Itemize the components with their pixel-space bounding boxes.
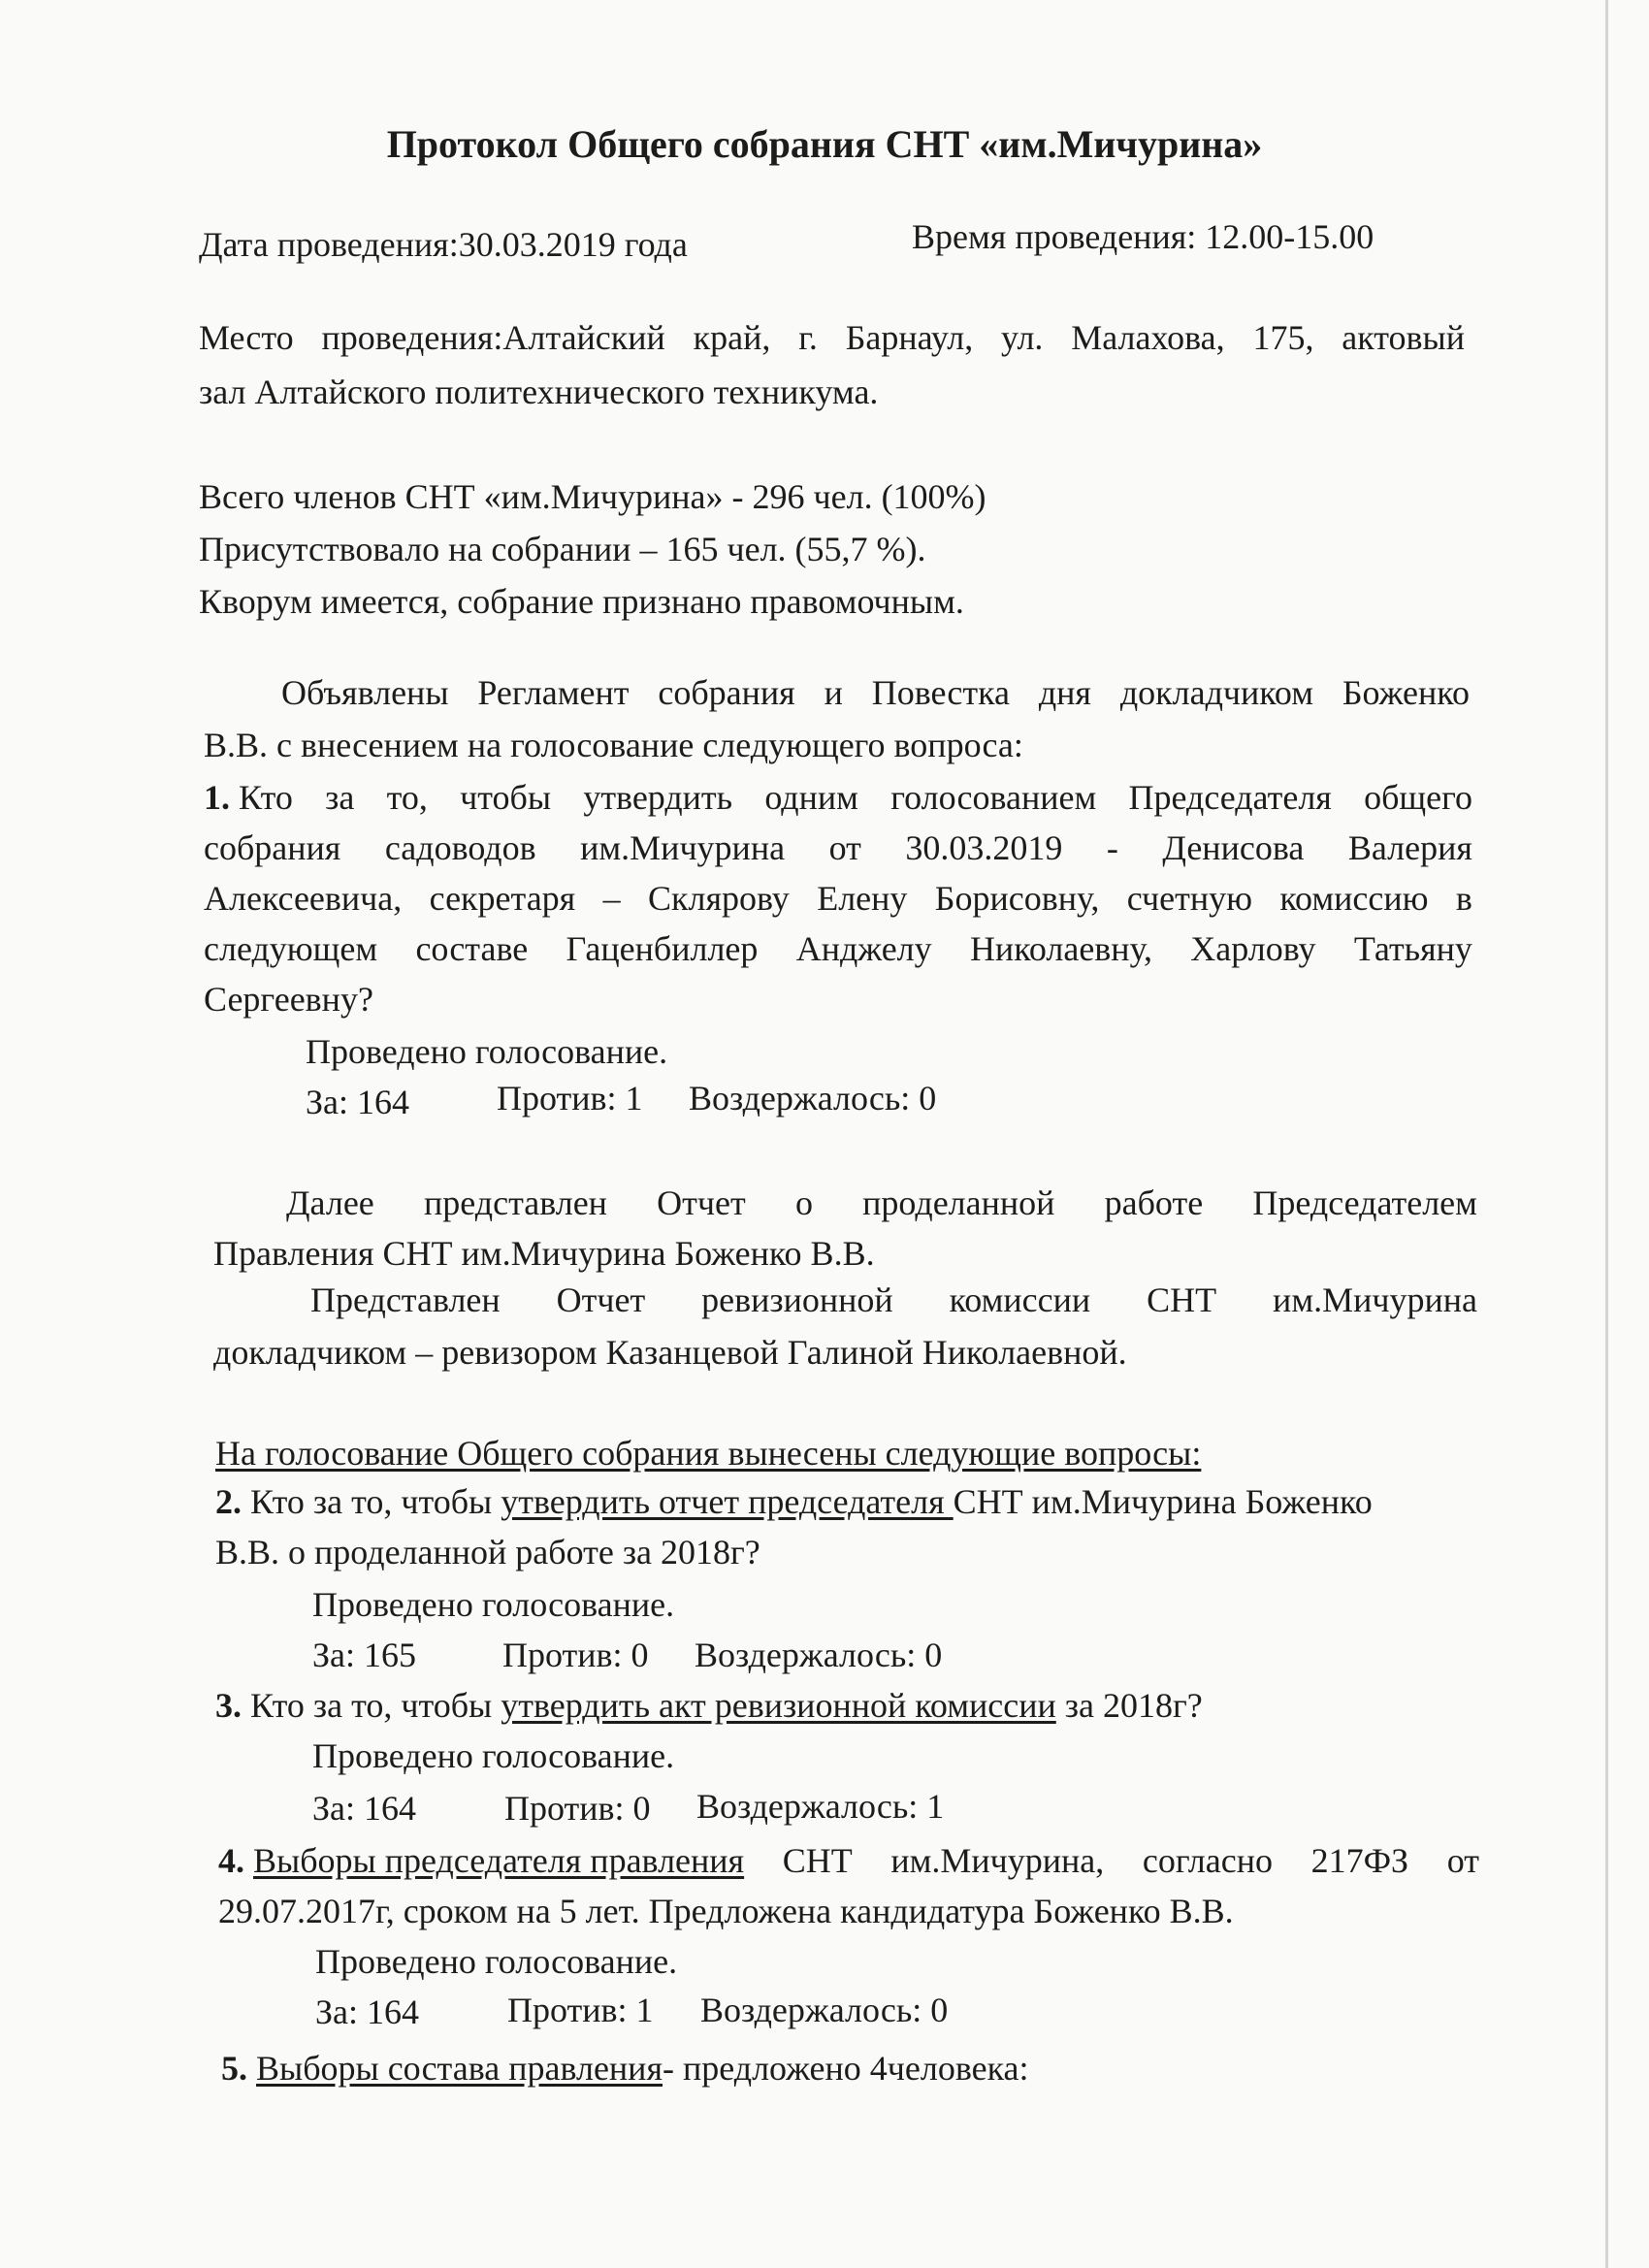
members-present: Присутствовало на собрании – 165 чел. (55,7 %). [199, 530, 926, 568]
q1-first-word [204, 776, 293, 819]
q5-number: 5. [221, 2049, 247, 2088]
word: край, [693, 318, 771, 357]
word: Объявлены [281, 673, 449, 712]
word: Алексеевича, [204, 879, 403, 918]
word: собрания [658, 673, 795, 712]
word: общего [1364, 778, 1472, 817]
word: комиссию [1279, 879, 1429, 918]
document-title: Протокол Общего собрания СНТ «им.Мичурина» [386, 122, 1263, 166]
word: им.Мичурина [1273, 1280, 1477, 1319]
word: комиссии [949, 1280, 1091, 1319]
report-line2: Правления СНТ им.Мичурина Боженко В.В. [213, 1234, 875, 1273]
q3-votes-against: Против: 0 [504, 1789, 651, 1828]
meeting-place-line1 [199, 316, 1465, 359]
q2-line2: В.В. о проделанной работе за 2018г? [215, 1533, 760, 1571]
word: дня [1038, 673, 1091, 712]
q1-line3 [204, 877, 1472, 920]
q2-underlined: утвердить отчет председателя [501, 1482, 954, 1521]
q2-votes-against: Против: 0 [502, 1636, 649, 1674]
q5-underlined: Выборы состава правления [256, 2049, 663, 2088]
word: Председателя [1128, 778, 1332, 817]
word: представлен [424, 1183, 607, 1222]
word: актовый [1342, 318, 1465, 357]
q3-pre: Кто за то, чтобы [242, 1686, 501, 1725]
q5-line1 [221, 2047, 1029, 2090]
word: в [1455, 879, 1472, 918]
q1-votes-abstain: Воздержалось: 0 [689, 1079, 937, 1118]
word: то, [386, 778, 428, 817]
word: Харлову [1190, 929, 1316, 968]
word: Николаевну, [969, 929, 1152, 968]
word: работе [1104, 1183, 1204, 1222]
q3-votes-for: За: 164 [312, 1789, 417, 1828]
q4-number: 4. [218, 1841, 244, 1880]
audit-line2: докладчиком – ревизором Казанцевой Галиной Николаевной. [213, 1333, 1127, 1372]
q4-votes-for: За: 164 [315, 1993, 420, 2031]
q1-number: 1. [204, 778, 230, 817]
word: за [325, 778, 355, 817]
word: Представлен [310, 1280, 501, 1319]
word: Кто [230, 778, 293, 817]
q2-line1 [215, 1480, 1373, 1523]
word: им.Мичурина, [890, 1841, 1105, 1880]
word: докладчиком [1119, 673, 1314, 712]
word: утвердить [583, 778, 733, 817]
word: Председателем [1252, 1183, 1477, 1222]
word: 217ФЗ [1310, 1841, 1409, 1880]
q4-line1 [218, 1839, 1479, 1882]
word: одним [764, 778, 858, 817]
word: проделанной [862, 1183, 1055, 1222]
q2-votes-for: За: 165 [312, 1636, 417, 1674]
word: Боженко [1342, 673, 1470, 712]
word: Елену [817, 879, 908, 918]
word: ревизионной [701, 1280, 893, 1319]
word: Гаценбиллер [566, 929, 759, 968]
word: Место [199, 318, 294, 357]
audit-line1 [310, 1279, 1477, 1321]
word: СНТ [1147, 1280, 1217, 1319]
word: им.Мичурина [580, 828, 786, 867]
word: Повестка [871, 673, 1010, 712]
word: Борисовну, [934, 879, 1100, 918]
report-line1 [286, 1182, 1477, 1224]
word: Отчет [556, 1280, 646, 1319]
word: Отчет [657, 1183, 746, 1222]
word: Склярову [648, 879, 790, 918]
scan-edge-shadow [1605, 0, 1608, 2268]
word: о [794, 1183, 813, 1222]
intro-line2: В.В. с внесением на голосование следующего вопроса: [204, 726, 1023, 764]
word: г. [798, 318, 818, 357]
q2-votes-abstain: Воздержалось: 0 [695, 1636, 943, 1674]
word: СНТ [782, 1841, 853, 1880]
q1-line5: Сергеевну? [204, 980, 373, 1019]
word: садоводов [384, 828, 536, 867]
word: - [1106, 828, 1118, 867]
q3-votes-abstain: Воздержалось: 1 [696, 1787, 945, 1826]
word: Татьяну [1353, 929, 1472, 968]
q4-vote-held: Проведено голосование. [315, 1942, 678, 1981]
meeting-time: Время проведения: 12.00-15.00 [912, 217, 1374, 256]
word: от [1446, 1841, 1479, 1880]
q1-vote-held: Проведено голосование. [306, 1032, 668, 1071]
q1-line2 [204, 826, 1472, 869]
quorum-statement: Кворум имеется, собрание признано правомочным. [199, 582, 964, 621]
word: Денисова [1162, 828, 1305, 867]
word: Анджелу [795, 929, 932, 968]
word: чтобы [460, 778, 552, 817]
word: Малахова, [1071, 318, 1225, 357]
word: составе [415, 929, 529, 968]
q3-number: 3. [215, 1686, 242, 1725]
q2-vote-held: Проведено голосование. [312, 1585, 675, 1624]
word: собрания [204, 828, 341, 867]
word: – [602, 879, 621, 918]
word: голосованием [890, 778, 1097, 817]
word: следующем [204, 929, 378, 968]
word: Барнаул, [845, 318, 974, 357]
meeting-date: Дата проведения:30.03.2019 года [199, 225, 688, 264]
members-total: Всего членов СНТ «им.Мичурина» - 296 чел. (100%) [199, 477, 986, 516]
q4-line2: 29.07.2017г, сроком на 5 лет. Предложена кандидатура Боженко В.В. [218, 1892, 1234, 1930]
word: секретаря [429, 879, 576, 918]
word: 30.03.2019 [905, 828, 1063, 867]
word: от [828, 828, 861, 867]
q3-underlined: утвердить акт ревизионной комиссии [501, 1686, 1056, 1725]
q4-underlined: Выборы председателя правления [253, 1841, 745, 1880]
q2-post: СНТ им.Мичурина Боженко [953, 1482, 1373, 1521]
intro-line1 [281, 671, 1470, 714]
q3-post: за 2018г? [1055, 1686, 1203, 1725]
q1-votes-for: За: 164 [306, 1083, 410, 1121]
q4-votes-abstain: Воздержалось: 0 [700, 1991, 949, 2029]
word: Регламент [477, 673, 630, 712]
word: Далее [286, 1183, 374, 1222]
q1-votes-against: Против: 1 [497, 1079, 643, 1118]
q3-vote-held: Проведено голосование. [312, 1736, 675, 1775]
word: и [824, 673, 843, 712]
q4-votes-against: Против: 1 [507, 1991, 654, 2029]
q3-line1 [215, 1684, 1203, 1727]
meeting-place-line2: зал Алтайского политехнического техникума. [199, 373, 879, 411]
q1-line1 [204, 776, 1472, 819]
word: ул. [1001, 318, 1044, 357]
word: проведения:Алтайский [321, 318, 665, 357]
word: 175, [1252, 318, 1314, 357]
word: Валерия [1347, 828, 1472, 867]
questions-heading: На голосование Общего собрания вынесены следующие вопросы: [215, 1434, 1202, 1473]
word: согласно [1142, 1841, 1273, 1880]
q5-post: - предложено 4человека: [663, 2049, 1029, 2088]
word: счетную [1126, 879, 1252, 918]
q2-pre: Кто за то, чтобы [242, 1482, 501, 1521]
q2-number: 2. [215, 1482, 242, 1521]
q1-line4 [204, 927, 1472, 970]
q4-head [218, 1839, 744, 1882]
